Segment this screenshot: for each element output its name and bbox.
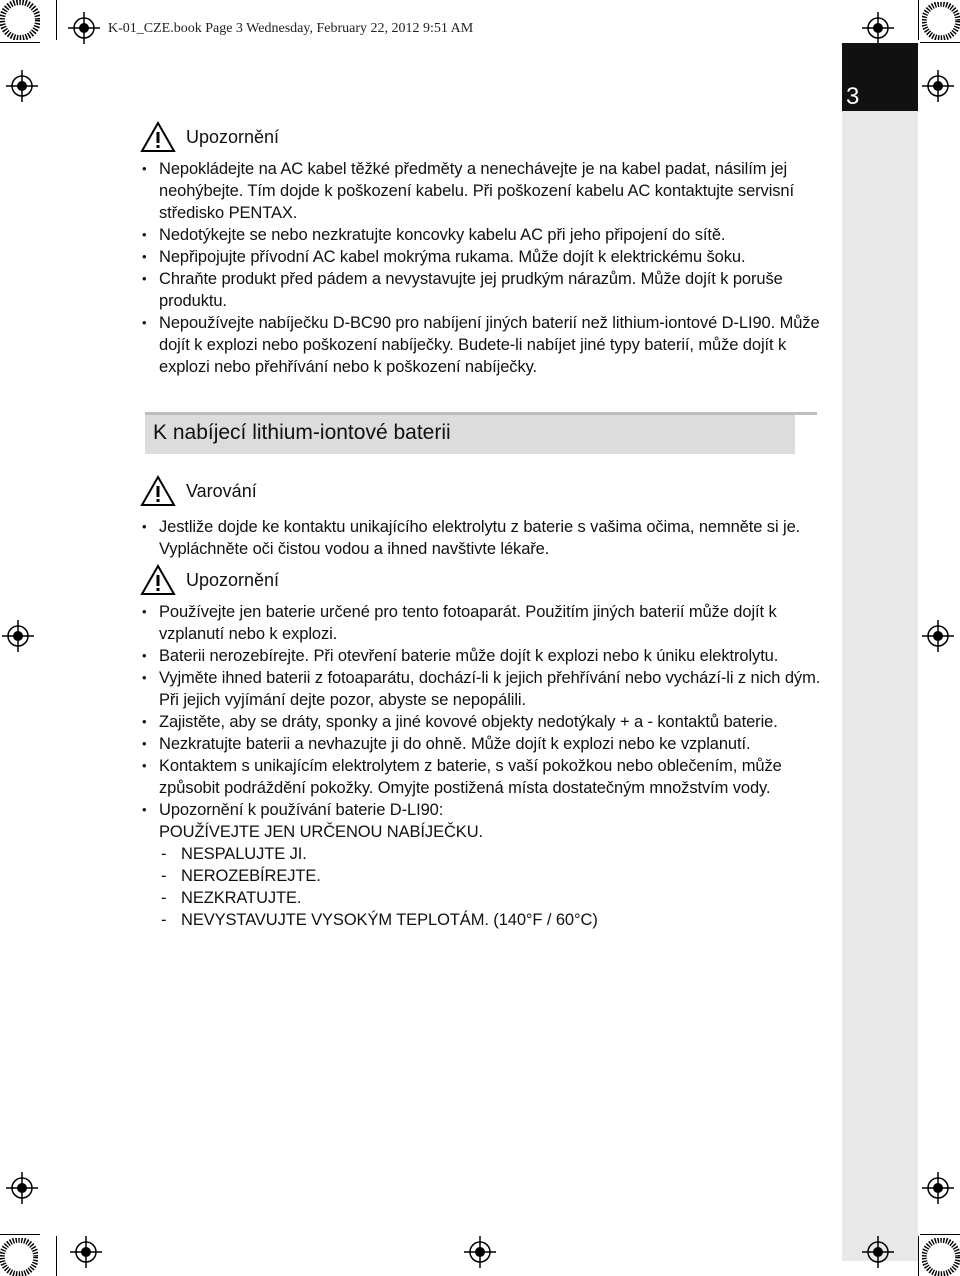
warning-list — [140, 516, 830, 560]
caution-block-battery — [140, 563, 830, 931]
warning-triangle-icon — [140, 475, 176, 507]
registration-mark-icon — [6, 1172, 38, 1204]
list-item: • Nepokládejte na AC kabel těžké předměty a nenechávejte je na kabel padat, násilím jej neohýbejte. Tím dojde k poškození kabelu. Při poškození kabelu AC kontaktujte servisní středisko PENTAX. — [140, 158, 830, 224]
trim-mark — [918, 1236, 919, 1276]
trim-mark — [918, 0, 919, 40]
section-header — [145, 412, 815, 454]
registration-mark-icon — [70, 1236, 102, 1268]
battery-notice-caps: POUŽÍVEJTE JEN URČENOU NABÍJEČKU. — [159, 823, 483, 841]
list-item: • Chraňte produkt před pádem a nevystavujte jej prudkým nárazům. Může dojít k poruše produktu. — [140, 268, 830, 312]
color-bar-starburst-icon — [922, 1238, 960, 1276]
registration-mark-icon — [862, 1236, 894, 1268]
warning-title: Varování — [186, 480, 257, 501]
registration-mark-icon — [68, 12, 100, 44]
section-title: K nabíjecí lithium-iontové baterii — [153, 421, 451, 444]
list-item: • Nepoužívejte nabíječku D-BC90 pro nabíjení jiných baterií než lithium-iontové D-LI90. Může dojít k explozi nebo poškození nabíječky. Budete-li nabíjet jiné typy baterií, může dojít k explozi nebo přehřívání nebo k poškození nabíječky. — [140, 312, 830, 378]
caution-title: Upozornění — [186, 569, 280, 590]
trim-mark — [56, 1236, 57, 1276]
list-item: • Jestliže dojde ke kontaktu unikajícího elektrolytu z baterie s vašima očima, nemněte si je. Vypláchněte oči čistou vodou a ihned navštivte lékaře. — [140, 516, 830, 560]
list-item: • Zajistěte, aby se dráty, sponky a jiné kovové objekty nedotýkaly + a - kontaktů baterie. — [140, 711, 830, 733]
dash-item: - NEZKRATUJTE. — [159, 887, 830, 909]
warning-block — [140, 474, 830, 560]
list-item: • Baterii nerozebírejte. Při otevření baterie může dojít k explozi nebo k úniku elektrolytu. — [140, 645, 830, 667]
caution-list — [140, 601, 830, 931]
warning-triangle-icon — [140, 121, 176, 153]
caution-list — [140, 158, 830, 378]
list-item-battery-notice — [140, 799, 830, 931]
caution-heading — [140, 563, 830, 597]
caution-heading — [140, 120, 830, 154]
battery-notice-intro: • Upozornění k používání baterie D-LI90: — [159, 801, 444, 819]
caution-block-cable — [140, 120, 830, 378]
warning-heading — [140, 474, 830, 508]
section-rule — [145, 412, 817, 415]
list-item: • Vyjměte ihned baterii z fotoaparátu, dochází-li k jejich přehřívání nebo vychází-li z nich dým. Při jejich vyjímání dejte pozor, abyste se nepopálili. — [140, 667, 830, 711]
page-number: 3 — [846, 83, 860, 110]
registration-mark-icon — [922, 70, 954, 102]
trim-mark — [56, 0, 57, 40]
registration-mark-icon — [922, 1172, 954, 1204]
page-tab-strip — [842, 43, 918, 1261]
registration-mark-icon — [464, 1236, 496, 1268]
registration-mark-icon — [6, 70, 38, 102]
trim-mark — [0, 42, 40, 43]
page-number-tab — [842, 43, 918, 111]
book-header: K-01_CZE.book Page 3 Wednesday, February 22, 2012 9:51 AM — [108, 21, 474, 36]
list-item: • Nedotýkejte se nebo nezkratujte koncovky kabelu AC při jeho připojení do sítě. — [140, 224, 830, 246]
warning-triangle-icon — [140, 564, 176, 596]
dash-item: - NESPALUJTE JI. — [159, 843, 830, 865]
trim-mark — [920, 1234, 960, 1235]
caution-title: Upozornění — [186, 126, 280, 147]
registration-mark-icon — [922, 620, 954, 652]
color-bar-starburst-icon — [922, 2, 960, 40]
list-item: • Nezkratujte baterii a nevhazujte ji do ohně. Může dojít k explozi nebo ke vzplanutí. — [140, 733, 830, 755]
dash-item: - NEROZEBÍREJTE. — [159, 865, 830, 887]
list-item: • Používejte jen baterie určené pro tento fotoaparát. Použitím jiných baterií může dojít k vzplanutí nebo k explozi. — [140, 601, 830, 645]
registration-mark-icon — [2, 620, 34, 652]
trim-mark — [0, 1234, 40, 1235]
color-bar-starburst-icon — [0, 0, 40, 40]
color-bar-starburst-icon — [0, 1238, 38, 1276]
registration-mark-icon — [862, 12, 894, 44]
list-item: • Kontaktem s unikajícím elektrolytem z baterie, s vaší pokožkou nebo oblečením, může způsobit podráždění pokožky. Omyjte postižená místa dostatečným množstvím vody. — [140, 755, 830, 799]
list-item: • Nepřipojujte přívodní AC kabel mokrýma rukama. Může dojít k elektrickému šoku. — [140, 246, 830, 268]
dash-item: - NEVYSTAVUJTE VYSOKÝM TEPLOTÁM. (140°F / 60°C) — [159, 909, 830, 931]
trim-mark — [920, 42, 960, 43]
